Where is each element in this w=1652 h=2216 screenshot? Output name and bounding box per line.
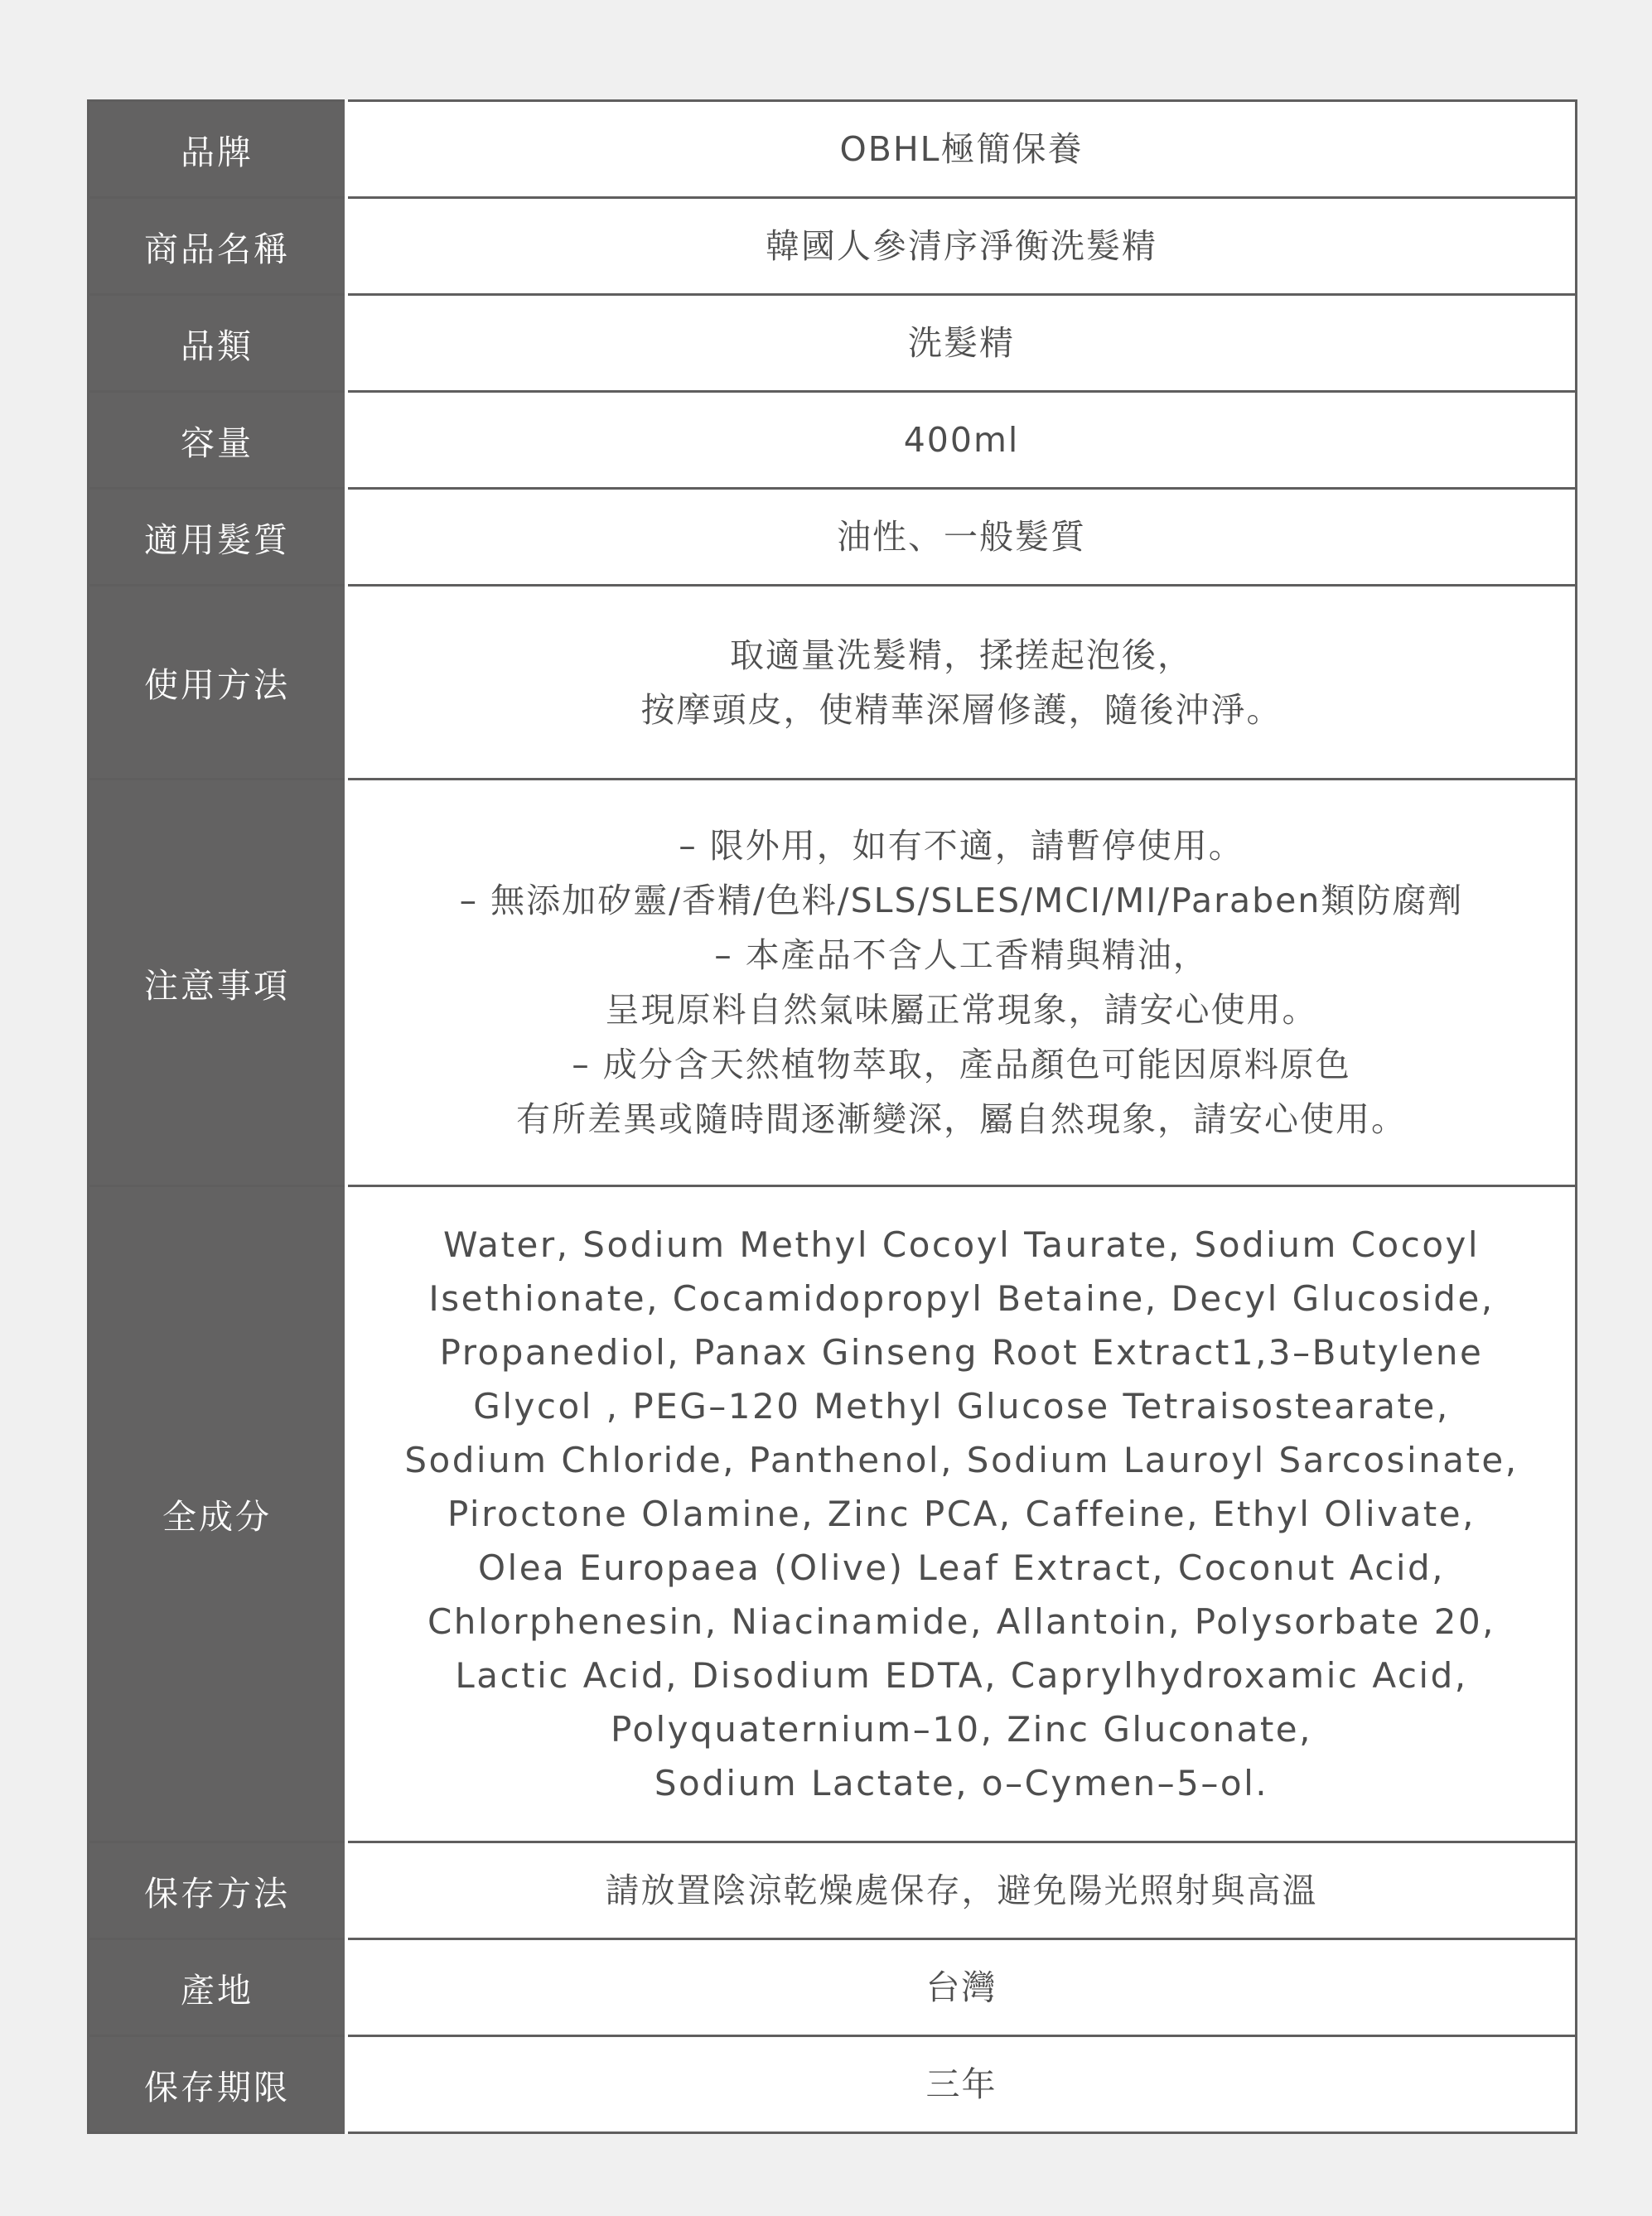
row-product-name xyxy=(89,198,1577,295)
row-usage xyxy=(89,586,1577,780)
row-volume xyxy=(89,392,1577,489)
value-brand: OBHL極簡保養 xyxy=(346,101,1577,198)
label-brand: 品牌 xyxy=(89,101,347,198)
label-shelf-life: 保存期限 xyxy=(89,2036,347,2133)
row-storage xyxy=(89,1842,1577,1939)
label-notes: 注意事項 xyxy=(89,780,347,1186)
label-hair-type: 適用髮質 xyxy=(89,489,347,586)
row-brand xyxy=(89,101,1577,198)
value-hair-type: 油性、一般髮質 xyxy=(346,489,1577,586)
label-usage: 使用方法 xyxy=(89,586,347,780)
value-storage: 請放置陰涼乾燥處保存，避免陽光照射與高溫 xyxy=(346,1842,1577,1939)
row-ingredients xyxy=(89,1186,1577,1842)
value-shelf-life: 三年 xyxy=(346,2036,1577,2133)
label-origin: 產地 xyxy=(89,1939,347,2036)
label-volume: 容量 xyxy=(89,392,347,489)
value-usage: 取適量洗髮精，揉搓起泡後， 按摩頭皮，使精華深層修護，隨後沖淨。 xyxy=(346,586,1577,780)
value-origin: 台灣 xyxy=(346,1939,1577,2036)
product-spec-table xyxy=(87,99,1577,2134)
value-notes: – 限外用，如有不適，請暫停使用。 – 無添加矽靈/香精/色料/SLS/SLES/MCI/MI/Paraben類防腐劑 – 本產品不含人工香精與精油， 呈現原料自然氣味屬正常現象，請安心使用。 – 成分含天然植物萃取，產品顏色可能因原料原色 有所差異或隨時間逐漸變深，屬自然現象，請安心使用。 xyxy=(346,780,1577,1186)
row-origin xyxy=(89,1939,1577,2036)
row-shelf-life xyxy=(89,2036,1577,2133)
label-storage: 保存方法 xyxy=(89,1842,347,1939)
label-product-name: 商品名稱 xyxy=(89,198,347,295)
row-category xyxy=(89,295,1577,392)
value-ingredients: Water, Sodium Methyl Cocoyl Taurate, Sodium Cocoyl Isethionate, Cocamidopropyl Betaine, Decyl Glucoside, Propanediol, Panax Ginseng Root Extract1,3–Butylene Glycol , PEG–120 Methyl Glucose Tetraisostearate, Sodium Chloride, Panthenol, Sodium Lauroyl Sarcosinate, Piroctone Olamine, Zinc PCA, Caffeine, Ethyl Olivate, Olea Europaea (Olive) Leaf Extract, Coconut Acid, Chlorphenesin, Niacinamide, Allantoin, Polysorbate 20, Lactic Acid, Disodium EDTA, Caprylhydroxamic Acid, Polyquaternium–10, Zinc Gluconate, Sodium Lactate, o–Cymen–5–ol. xyxy=(346,1186,1577,1842)
label-category: 品類 xyxy=(89,295,347,392)
value-volume: 400ml xyxy=(346,392,1577,489)
row-notes xyxy=(89,780,1577,1186)
value-product-name: 韓國人參清序淨衡洗髮精 xyxy=(346,198,1577,295)
label-ingredients: 全成分 xyxy=(89,1186,347,1842)
value-category: 洗髮精 xyxy=(346,295,1577,392)
row-hair-type xyxy=(89,489,1577,586)
